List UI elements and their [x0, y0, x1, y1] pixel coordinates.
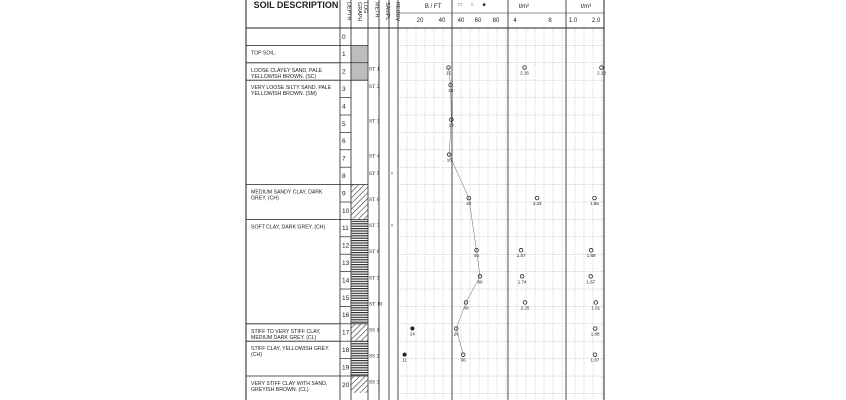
graphic-log-pattern — [352, 63, 368, 79]
cohesion-value: 2.25 — [520, 305, 530, 311]
cohesion-point — [535, 196, 539, 200]
cohesion-value: 4.33 — [532, 201, 542, 207]
moisture-value: 55 — [473, 253, 480, 259]
blows-tick-label: 20 — [416, 18, 424, 24]
density-point — [600, 66, 604, 70]
blow-count-point — [403, 353, 407, 357]
no-recovery-mark: × — [390, 223, 394, 230]
moisture-value: 16 — [446, 157, 452, 163]
depth-label: 18 — [342, 346, 350, 354]
depth-label: 8 — [342, 172, 346, 180]
no-recovery-mark: × — [390, 170, 394, 177]
sample-label: ST 5 — [369, 170, 380, 177]
moisture-value: 19 — [448, 122, 454, 128]
density-value: 1.91 — [591, 305, 601, 311]
sample-label: ST 7 — [369, 223, 380, 230]
sample-label: ST 10 — [369, 301, 383, 308]
sample-column-header: SAMPL — [384, 2, 390, 21]
moisture-tick-label: 60 — [474, 18, 482, 24]
blow-count-value: 11 — [402, 357, 407, 363]
layer-description: TOP SOIL. — [251, 50, 277, 57]
depth-label: 7 — [342, 155, 346, 163]
cohesion-value: 1.57 — [516, 253, 526, 259]
layer-description: (CH) — [251, 352, 262, 359]
density-value: 2.18 — [597, 70, 606, 76]
depth-label: 14 — [342, 277, 350, 285]
sample-label: ST 4 — [369, 153, 380, 160]
depth-label: 4 — [342, 103, 346, 111]
moisture-value: 60 — [477, 279, 483, 285]
depth-label: 0 — [342, 33, 346, 41]
moisture-symbol-plastic: □ — [458, 2, 462, 8]
cohesion-value: 2.16 — [520, 70, 529, 76]
depth-label: 12 — [342, 242, 350, 250]
density-value: 1.67 — [586, 279, 596, 285]
sample-label: SS 1 — [369, 327, 380, 334]
cohesion-tick-label: 8 — [548, 18, 552, 24]
sample-label: ST 3 — [369, 118, 380, 125]
moisture-value: 44 — [466, 201, 472, 207]
density-point — [593, 327, 597, 331]
graphic-log-pattern — [352, 342, 368, 376]
graphic-log-pattern — [352, 377, 368, 393]
layer-description: YELLOWISH BROWN. (SM) — [251, 91, 317, 98]
test-results — [402, 66, 606, 363]
layer-description: VERY STIFF CLAY WITH SAND, — [251, 381, 328, 387]
graphic-log-pattern — [352, 185, 368, 219]
layer-description: MEDIUM SANDY CLAY, DARK — [251, 189, 323, 196]
moisture-symbol-liquid: ■ — [482, 2, 486, 8]
recovery-column-header: RECOV — [394, 2, 400, 22]
depth-label: 5 — [342, 120, 346, 128]
log-column-header: LOG — [362, 2, 368, 14]
graphic-log-pattern — [352, 220, 368, 323]
cohesion-value: 1.74 — [517, 279, 527, 285]
moisture-value: 15 — [445, 70, 452, 76]
density-tick-label: 1.0 — [568, 18, 578, 24]
layer-description: MEDIUM DARK GREY. (CL) — [251, 334, 317, 341]
sample-column — [369, 63, 394, 392]
sample-label: ST 9 — [369, 275, 380, 282]
depth-column-header: DEPTH — [345, 2, 352, 21]
moisture-symbol-natural: ○ — [470, 2, 474, 8]
depth-label: 19 — [342, 364, 350, 372]
density-value: 1.88 — [590, 331, 600, 337]
layer-description: GREYISH BROWN. (CL) — [251, 387, 309, 393]
depth-label: 17 — [342, 329, 350, 337]
moisture-value: 36 — [460, 357, 466, 363]
layer-description: STIFF TO VERY STIFF CLAY, — [251, 328, 321, 335]
blow-count-point — [410, 327, 414, 331]
depth-label: 11 — [342, 225, 349, 233]
density-point — [589, 248, 593, 252]
cohesion-tick-label: 4 — [513, 18, 517, 24]
soil-layers — [246, 28, 368, 393]
depth-label: 9 — [342, 190, 346, 198]
blows-unit-label: B / FT — [424, 4, 442, 10]
blows-tick-label: 40 — [438, 18, 446, 24]
cohesion-point — [519, 248, 523, 252]
depth-label: 13 — [342, 259, 350, 267]
cohesion-point — [520, 275, 524, 279]
graphic-column-header: GRAPH — [356, 2, 362, 22]
density-point — [593, 353, 597, 357]
depth-label: 16 — [342, 312, 350, 320]
layer-description: VERY LOOSE SILTY SAND, PALE — [251, 85, 332, 92]
layer-description: LOOSE CLAYEY SAND, PALE — [251, 67, 322, 74]
depth-label: 2 — [342, 68, 346, 76]
graphic-log-pattern — [352, 46, 368, 62]
layer-description: YELLOWISH BROWN. (SC) — [251, 73, 317, 80]
moisture-tick-label: 40 — [457, 18, 465, 24]
depth-label: 1 — [342, 51, 346, 59]
density-point — [594, 301, 598, 305]
depth-label: 3 — [342, 85, 346, 93]
blow-count-value: 24 — [409, 331, 415, 337]
moisture-tick-label: 80 — [492, 18, 500, 24]
sample-label: SS 3 — [369, 379, 380, 386]
column-headers — [346, 2, 401, 22]
cohesion-point — [523, 301, 527, 305]
moisture-value: 26 — [453, 331, 459, 337]
density-value: 1.69 — [586, 253, 596, 259]
density-value: 1.85 — [590, 201, 599, 207]
sample-label: ST 1 — [369, 66, 380, 73]
depth-label: 20 — [342, 381, 350, 389]
method-column-header: METH — [373, 2, 380, 18]
scale-ticks — [417, 18, 601, 24]
density-point — [593, 196, 597, 200]
sample-label: ST 2 — [369, 83, 380, 90]
plot-grid — [398, 28, 604, 400]
soil-description-header: SOIL DESCRIPTION — [253, 0, 339, 10]
sample-label: SS 2 — [369, 353, 380, 360]
density-tick-label: 2.0 — [591, 18, 601, 24]
graphic-log-pattern — [352, 324, 368, 340]
depth-label: 6 — [342, 138, 346, 146]
sample-label: ST 6 — [369, 197, 380, 204]
depth-label: 10 — [342, 207, 350, 215]
layer-description: STIFF CLAY, YELLOWISH GREY. — [251, 346, 330, 353]
density-point — [589, 275, 593, 279]
layer-description: SOFT CLAY, DARK GREY. (CH) — [251, 224, 326, 231]
depth-label: 15 — [342, 294, 350, 302]
density-unit-label: t/m³ — [580, 4, 592, 10]
cohesion-point — [523, 66, 527, 70]
layer-description: GREY. (CH) — [251, 195, 279, 202]
depth-column — [340, 28, 351, 389]
density-value: 1.87 — [590, 357, 600, 363]
moisture-value: 18 — [448, 87, 454, 93]
moisture-value: 40 — [463, 305, 469, 311]
sample-label: ST 8 — [369, 249, 380, 256]
cohesion-unit-label: t/m² — [518, 4, 530, 10]
